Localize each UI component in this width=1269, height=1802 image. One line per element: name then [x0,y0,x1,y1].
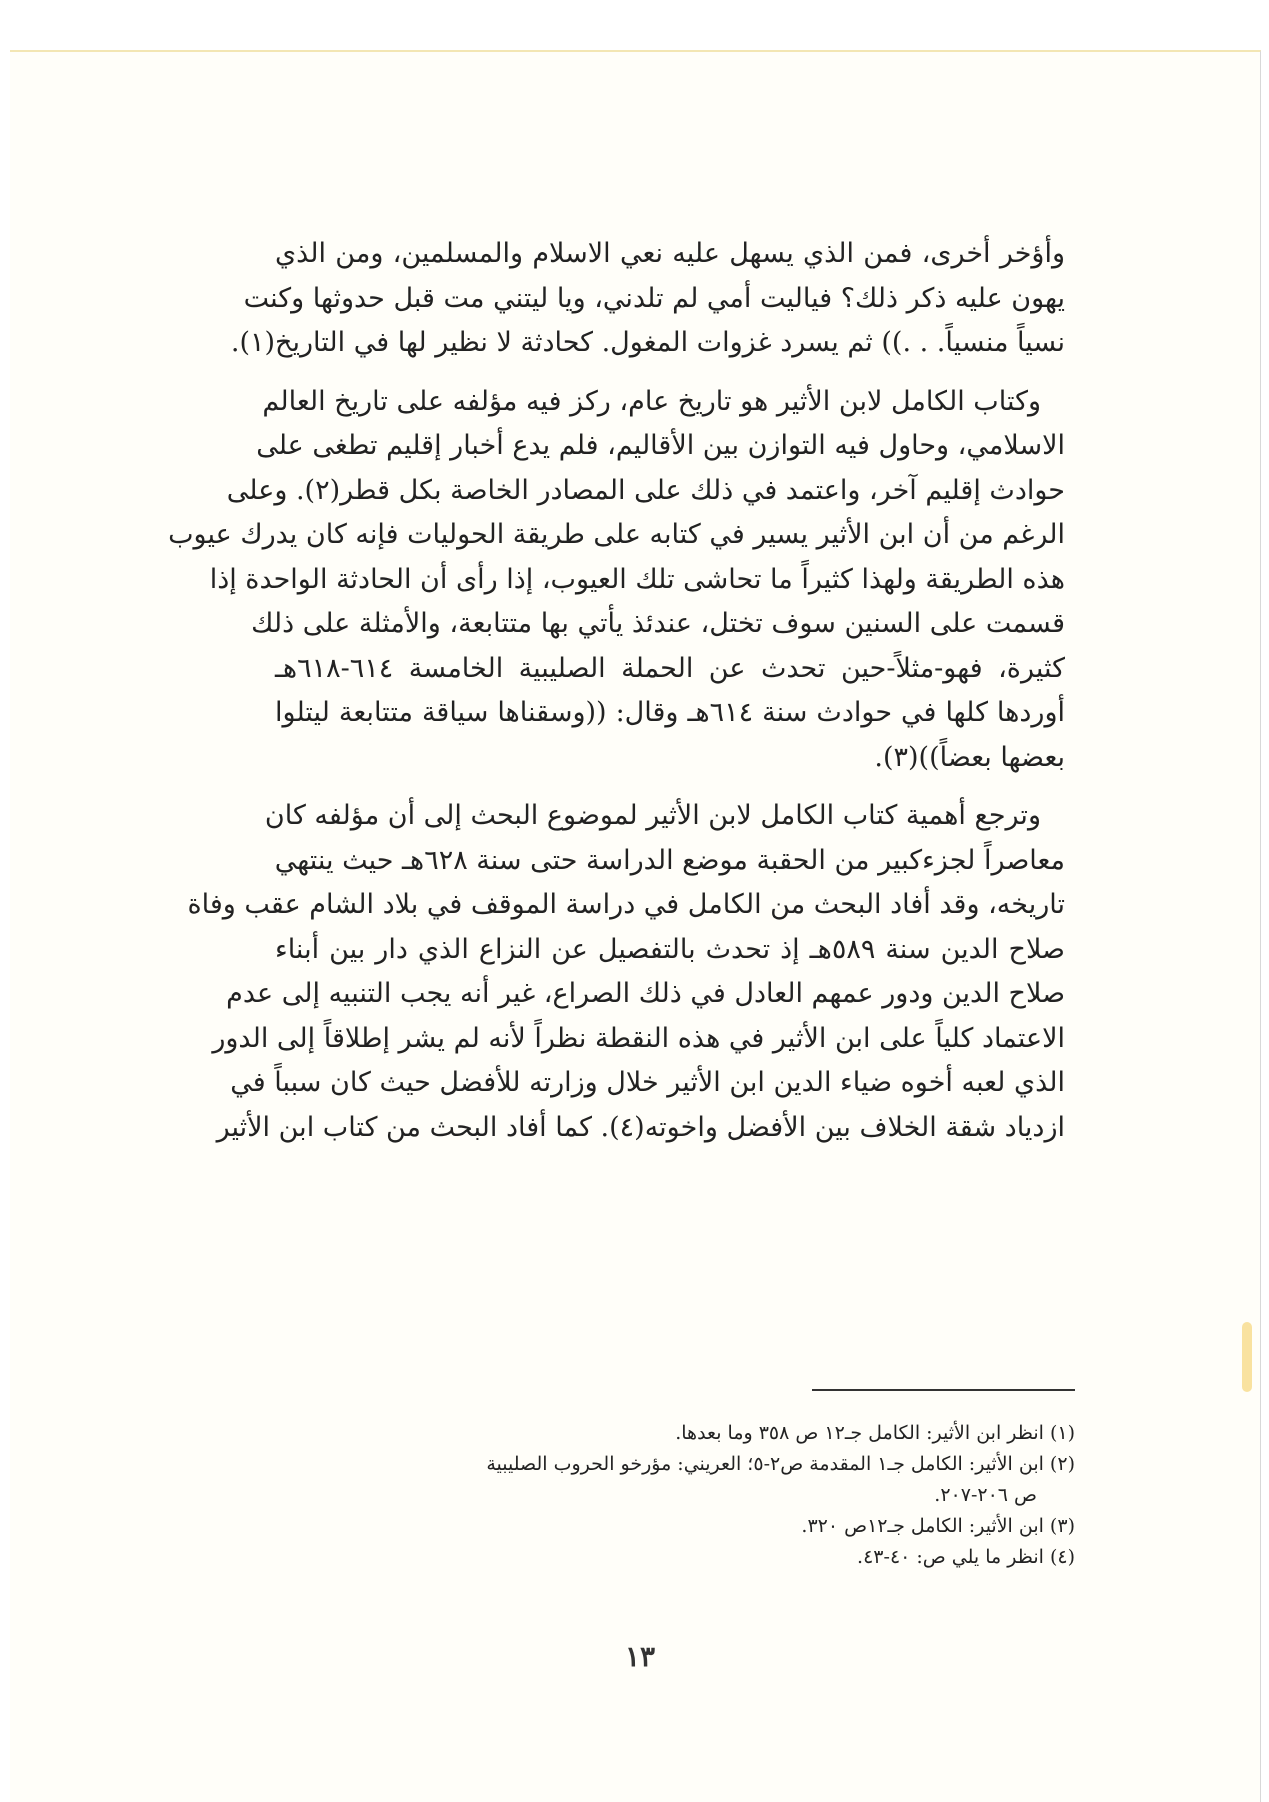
text-line: صلاح الدين ودور عمهم العادل في ذلك الصراع، غير أنه يجب التنبيه إلى عدم [226,978,1065,1009]
text-line: الاسلامي، وحاول فيه التوازن بين الأقاليم، فلم يدع أخبار إقليم تطغى على [256,430,1065,461]
text-line: الرغم من أن ابن الأثير يسير في كتابه على طريقة الحوليات فإنه كان يدرك عيوب [168,519,1065,550]
text-line: وترجع أهمية كتاب الكامل لابن الأثير لموضوع البحث إلى أن مؤلفه كان [264,800,1041,831]
paragraph-3 [187,794,1065,1150]
text-line: كثيرة، فهو-مثلاً-حين تحدث عن الحملة الصليبية الخامسة ٦١٤-٦١٨هـ [275,652,1065,684]
text-line: ازدياد شقة الخلاف بين الأفضل واخوته(٤). كما أفاد البحث من كتاب ابن الأثير [216,1111,1065,1143]
text-line: الذي لعبه أخوه ضياء الدين ابن الأثير خلال وزارته للأفضل حيث كان سبباً في [230,1067,1065,1098]
text-line: قسمت على السنين سوف تختل، عندئذ يأتي بها متتابعة، والأمثلة على ذلك [251,608,1065,639]
paper-stain [1242,1322,1252,1392]
page-number: ١٣ [624,1640,656,1673]
text-line: أوردها كلها في حوادث سنة ٦١٤هـ وقال: ((وسقناها سياقة متتابعة ليتلوا [275,697,1066,728]
footnotes [275,1418,1075,1573]
text-line: الاعتماد كلياً على ابن الأثير في هذه النقطة نظراً لأنه لم يشر إطلاقاً إلى الدور [212,1022,1065,1054]
text-line: نسياً منسياً. . .)) ثم يسرد غزوات المغول. كحادثة لا نظير لها في التاريخ(١). [230,327,1065,358]
text-line: صلاح الدين سنة ٥٨٩هـ إذ تحدث بالتفصيل عن النزاع الذي دار بين أبناء [275,933,1065,965]
text-line: تاريخه، وقد أفاد البحث من الكامل في دراسة الموقف في بلاد الشام عقب وفاة [187,889,1065,920]
paragraph-2 [168,380,1066,781]
text-line: وكتاب الكامل لابن الأثير هو تاريخ عام، ركز فيه مؤلفه على تاريخ العالم [262,385,1041,417]
body-text [168,232,1066,1164]
footnote-1: (١) انظر ابن الأثير: الكامل جـ١٢ ص ٣٥٨ وما بعدها. [675,1422,1075,1444]
footnote-separator [812,1389,1075,1391]
footnote-2-continuation: ص ٢٠٦-٢٠٧. [934,1484,1037,1506]
footnote-2: (٢) ابن الأثير: الكامل جـ١ المقدمة ص٢-٥؛ العريني: مؤرخو الحروب الصليبية [486,1453,1075,1475]
text-line: بعضها بعضاً))(٣). [874,741,1065,773]
text-line: يهون عليه ذكر ذلك؟ فياليت أمي لم تلدني، ويا ليتني مت قبل حدوثها وكنت [243,282,1065,314]
text-line: حوادث إقليم آخر، واعتمد في ذلك على المصادر الخاصة بكل قطر(٢). وعلى [226,474,1065,506]
text-line: معاصراً لجزءكبير من الحقبة موضع الدراسة حتى سنة ٦٢٨هـ حيث ينتهي [274,844,1065,876]
paragraph-1 [230,232,1065,366]
footnote-4: (٤) انظر ما يلي ص: ٤٠-٤٣. [857,1546,1075,1568]
text-line: هذه الطريقة ولهذا كثيراً ما تحاشى تلك العيوب، إذا رأى أن الحادثة الواحدة إذا [209,563,1065,595]
footnote-3: (٣) ابن الأثير: الكامل جـ١٢ص ٣٢٠. [801,1515,1075,1537]
text-line: وأؤخر أخرى، فمن الذي يسهل عليه نعي الاسلام والمسلمين، ومن الذي [275,238,1065,269]
